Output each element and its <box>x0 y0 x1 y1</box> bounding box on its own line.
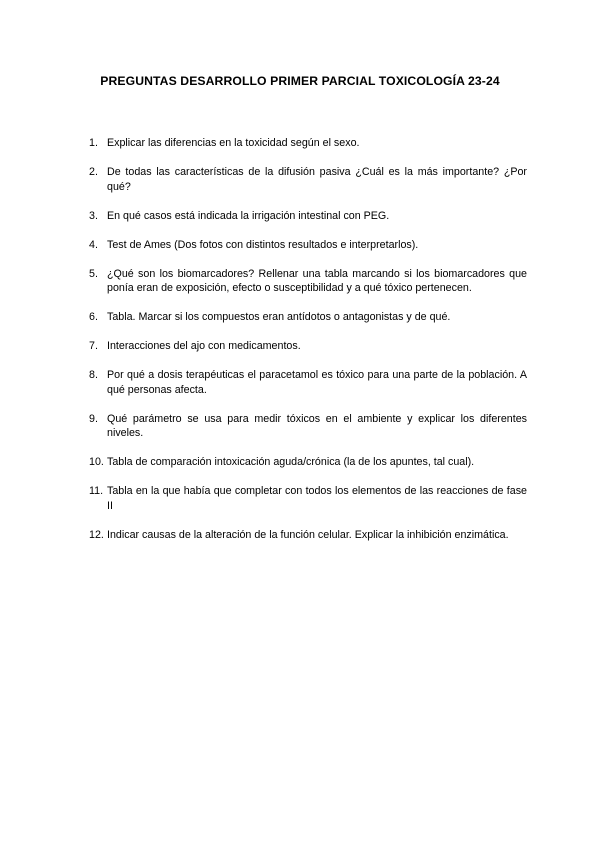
question-item <box>89 455 527 470</box>
question-text: Tabla en la que había que completar con todos los elementos de las reacciones de fase II <box>107 485 527 512</box>
question-number: 10. <box>89 456 104 468</box>
question-number: 9. <box>89 412 98 425</box>
question-number: 3. <box>89 209 98 222</box>
question-text: Tabla. Marcar si los compuestos eran antídotos o antagonistas y de qué. <box>107 311 451 323</box>
question-number: 4. <box>89 238 98 251</box>
question-item <box>89 412 527 441</box>
question-text: Por qué a dosis terapéuticas el paracetamol es tóxico para una parte de la población. A qué personas afecta. <box>107 369 527 396</box>
question-number: 6. <box>89 311 98 323</box>
question-text: Explicar las diferencias en la toxicidad según el sexo. <box>107 137 360 149</box>
question-item <box>89 209 527 224</box>
question-item <box>89 267 527 296</box>
question-item <box>89 310 527 325</box>
question-text: Interacciones del ajo con medicamentos. <box>107 340 301 352</box>
question-item <box>89 484 527 513</box>
question-number: 7. <box>89 340 98 352</box>
question-item <box>89 368 527 397</box>
questions-list <box>89 136 527 557</box>
question-item <box>89 528 527 543</box>
question-item <box>89 136 527 151</box>
question-text: De todas las características de la difusión pasiva ¿Cuál es la más importante? ¿Por qué? <box>107 166 527 193</box>
question-text: Test de Ames (Dos fotos con distintos resultados e interpretarlos). <box>107 238 419 251</box>
document-title: PREGUNTAS DESARROLLO PRIMER PARCIAL TOXICOLOGÍA 23-24 <box>100 74 500 88</box>
question-number: 5. <box>89 267 98 280</box>
question-number: 2. <box>89 166 98 178</box>
question-number: 11. <box>89 485 104 497</box>
question-text: En qué casos está indicada la irrigación intestinal con PEG. <box>107 209 390 222</box>
question-text: Tabla de comparación intoxicación aguda/crónica (la de los apuntes, tal cual). <box>107 456 475 468</box>
question-number: 1. <box>89 137 98 149</box>
question-text: Qué parámetro se usa para medir tóxicos en el ambiente y explicar los diferentes niveles. <box>107 412 527 439</box>
question-text: ¿Qué son los biomarcadores? Rellenar una tabla marcando si los biomarcadores que ponía eran de exposición, efecto o susceptibilidad y a qué tóxico pertenecen. <box>107 267 527 294</box>
question-item <box>89 165 527 194</box>
question-number: 8. <box>89 369 98 381</box>
question-item <box>89 238 527 253</box>
question-text: Indicar causas de la alteración de la función celular. Explicar la inhibición enzimática. <box>107 528 509 541</box>
question-item <box>89 339 527 354</box>
question-number: 12. <box>89 528 104 541</box>
